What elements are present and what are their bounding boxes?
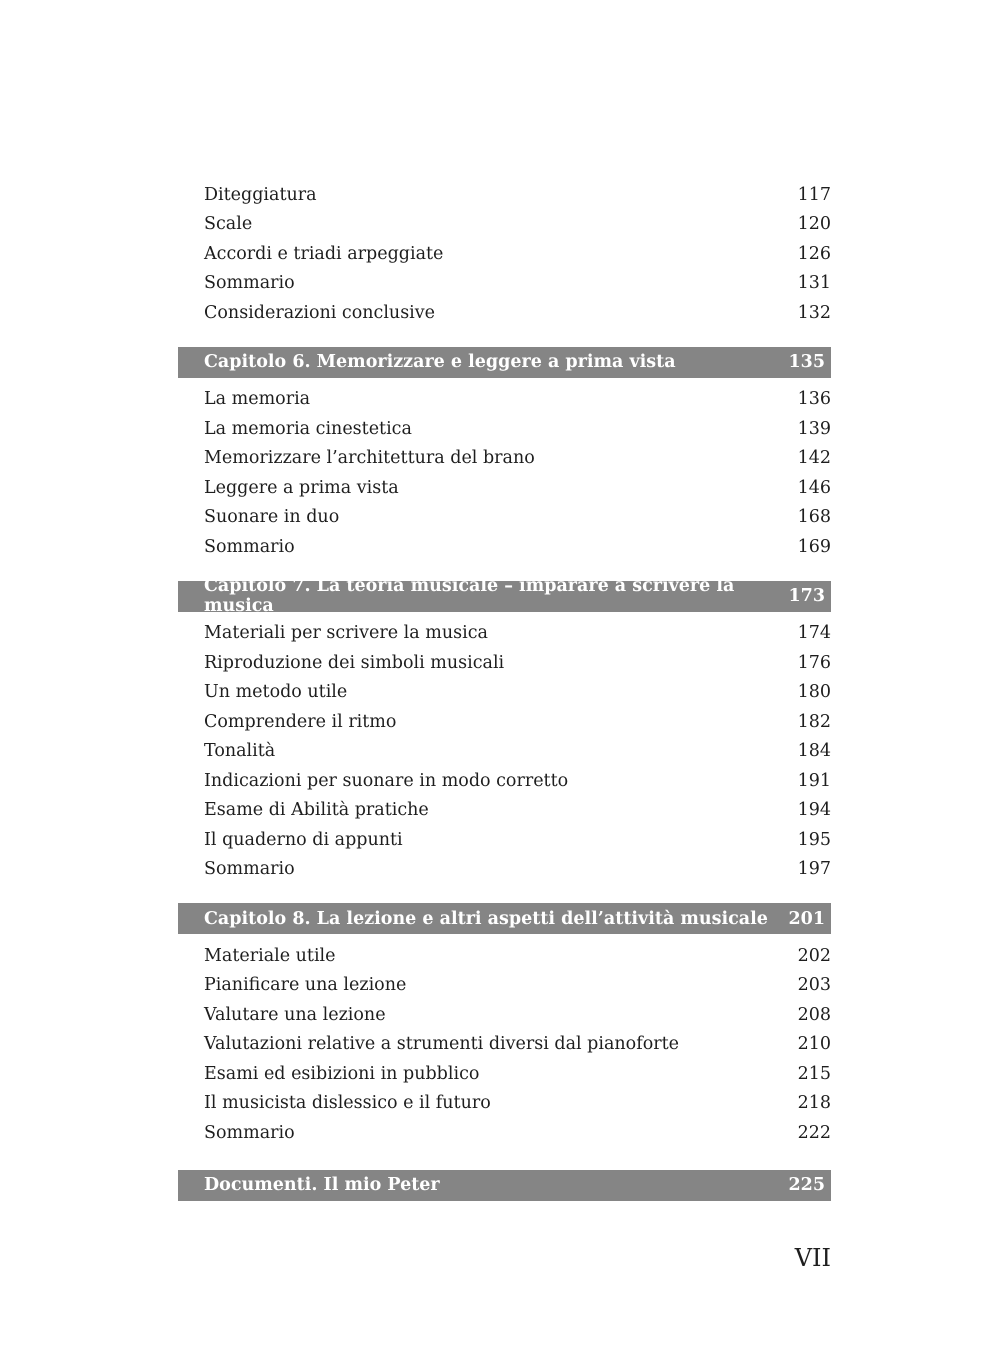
toc-entry-page: 142: [797, 448, 831, 469]
toc-section-chapter-8: [178, 903, 831, 1148]
toc-entry[interactable]: [178, 1089, 831, 1119]
toc-entry[interactable]: [178, 796, 831, 826]
chapter-page: 173: [788, 586, 825, 606]
toc-entry-page: 194: [797, 800, 831, 821]
toc-entry-title: Riproduzione dei simboli musicali: [204, 652, 505, 673]
toc-entry-page: 169: [797, 536, 831, 557]
toc-entry-title: Esame di Abilità pratiche: [204, 800, 429, 821]
page-number-folio: VII: [794, 1244, 831, 1272]
toc-entry-page: 132: [797, 302, 831, 323]
toc-entry-title: Indicazioni per suonare in modo corretto: [204, 770, 569, 791]
toc-entry[interactable]: [178, 269, 831, 299]
toc-entry-title: Esami ed esibizioni in pubblico: [204, 1063, 480, 1084]
toc-entry-page: 168: [797, 507, 831, 528]
toc-entry-page: 136: [797, 389, 831, 410]
toc-entry-page: 139: [797, 418, 831, 439]
chapter-heading[interactable]: [178, 1170, 831, 1201]
toc-entry-page: 197: [797, 859, 831, 880]
toc-entry-page: 176: [797, 652, 831, 673]
toc-entry-title: Memorizzare l’architettura del brano: [204, 448, 535, 469]
toc-entry[interactable]: [178, 503, 831, 533]
toc-entry-title: Sommario: [204, 859, 295, 880]
toc-entry-page: 182: [797, 711, 831, 732]
toc-section-chapter-6: [178, 347, 831, 562]
chapter-page: 135: [788, 352, 825, 372]
toc-entry-page: 131: [797, 273, 831, 294]
toc-entry[interactable]: [178, 473, 831, 503]
toc-entry[interactable]: [178, 678, 831, 708]
toc-entry[interactable]: [178, 1059, 831, 1089]
toc-entry[interactable]: [178, 298, 831, 328]
toc-entry-title: Leggere a prima vista: [204, 477, 399, 498]
toc-entry-title: Suonare in duo: [204, 507, 340, 528]
toc-entry-page: 184: [797, 741, 831, 762]
toc-entry-title: Sommario: [204, 273, 295, 294]
toc-entry[interactable]: [178, 444, 831, 474]
chapter-page: 225: [788, 1175, 825, 1195]
toc-entry-title: Il musicista dislessico e il futuro: [204, 1093, 491, 1114]
toc-entry[interactable]: [178, 210, 831, 240]
toc-entry-page: 126: [797, 243, 831, 264]
toc-entry-page: 203: [797, 975, 831, 996]
toc-section-chapter-7: [178, 576, 831, 885]
toc-entry[interactable]: [178, 1118, 831, 1148]
toc-entry-page: 117: [797, 184, 831, 205]
table-of-contents: [178, 180, 831, 1201]
toc-entry-title: Un metodo utile: [204, 682, 348, 703]
toc-entry-title: Valutazioni relative a strumenti diversi dal pianoforte: [204, 1034, 679, 1055]
toc-entry[interactable]: [178, 825, 831, 855]
chapter-title: Capitolo 7. La teoria musicale – imparare a scrivere la musica: [204, 576, 735, 616]
toc-entry-page: 120: [797, 214, 831, 235]
toc-entry-page: 146: [797, 477, 831, 498]
toc-entry-page: 210: [797, 1034, 831, 1055]
toc-entry-page: 180: [797, 682, 831, 703]
toc-entry-title: La memoria cinestetica: [204, 418, 412, 439]
chapter-title: Capitolo 6. Memorizzare e leggere a prima vista: [204, 352, 676, 372]
toc-entry[interactable]: [178, 385, 831, 415]
toc-entry-title: Comprendere il ritmo: [204, 711, 397, 732]
chapter-title: Documenti. Il mio Peter: [204, 1175, 440, 1195]
toc-entry[interactable]: [178, 619, 831, 649]
toc-section-documenti: [178, 1170, 831, 1201]
toc-entry[interactable]: [178, 766, 831, 796]
toc-entry-page: 195: [797, 829, 831, 850]
toc-entry-title: Valutare una lezione: [204, 1004, 386, 1025]
toc-entry[interactable]: [178, 414, 831, 444]
toc-entry-title: Pianificare una lezione: [204, 975, 407, 996]
toc-entry-title: Tonalità: [204, 741, 276, 762]
toc-entry[interactable]: [178, 707, 831, 737]
toc-entry-title: La memoria: [204, 389, 311, 410]
chapter-heading[interactable]: [178, 347, 831, 378]
toc-entry-page: 191: [797, 770, 831, 791]
toc-entry[interactable]: [178, 180, 831, 210]
toc-entry[interactable]: [178, 737, 831, 767]
toc-entry-title: Scale: [204, 214, 253, 235]
chapter-title: Capitolo 8. La lezione e altri aspetti dell’attività musicale: [204, 908, 768, 929]
toc-entry-title: Materiali per scrivere la musica: [204, 623, 488, 644]
toc-entry[interactable]: [178, 1030, 831, 1060]
toc-entry-page: 215: [797, 1063, 831, 1084]
toc-entry[interactable]: [178, 239, 831, 269]
toc-entry-page: 202: [797, 945, 831, 966]
toc-entry-page: 222: [797, 1122, 831, 1143]
toc-entry[interactable]: [178, 971, 831, 1001]
toc-entry[interactable]: [178, 1000, 831, 1030]
toc-section-continuation: [178, 180, 831, 328]
toc-entry-page: 174: [797, 623, 831, 644]
toc-entry-title: Diteggiatura: [204, 184, 317, 205]
toc-entry-title: Sommario: [204, 536, 295, 557]
toc-entry-page: 208: [797, 1004, 831, 1025]
chapter-page: 201: [788, 908, 825, 929]
chapter-heading[interactable]: [178, 576, 831, 616]
chapter-heading[interactable]: [178, 903, 831, 934]
toc-entry[interactable]: [178, 855, 831, 885]
toc-entry[interactable]: [178, 532, 831, 562]
toc-entry-title: Sommario: [204, 1122, 295, 1143]
toc-entry[interactable]: [178, 941, 831, 971]
toc-entry-title: Il quaderno di appunti: [204, 829, 403, 850]
toc-entry-title: Accordi e triadi arpeggiate: [204, 243, 444, 264]
toc-entry-page: 218: [797, 1093, 831, 1114]
toc-entry[interactable]: [178, 648, 831, 678]
toc-entry-title: Materiale utile: [204, 945, 336, 966]
toc-entry-title: Considerazioni conclusive: [204, 302, 436, 323]
